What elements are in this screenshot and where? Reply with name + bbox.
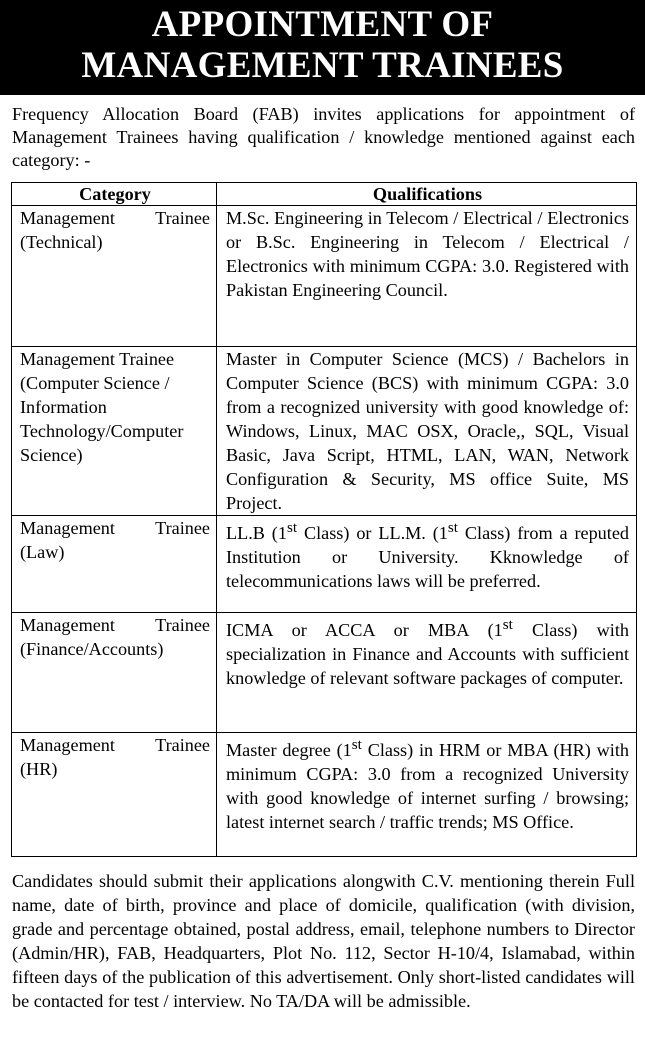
title-line-1: APPOINTMENT OF [151, 4, 494, 45]
table-row [12, 613, 637, 733]
qualifications-table [11, 182, 637, 857]
title-line-2: MANAGEMENT TRAINEES [81, 45, 564, 86]
ordinal-superscript: st [351, 736, 362, 753]
table-row [12, 206, 637, 347]
ordinal-superscript: st [286, 519, 298, 536]
qualifications-cell: ICMA or ACCA or MBA (1st Class) with specialization in Finance and Accounts with sufficient knowledge of relevant software packages of computer. [217, 613, 637, 733]
application-instructions: Candidates should submit their applications alongwith C.V. mentioning therein Full name, date of birth, province and place of domicile, qualification (with division, grade and percentage obtained, postal address, email, telephone numbers to Director (Admin/HR), FAB, Headquarters, Plot No. 112, Sector H-10/4, Islamabad, within fifteen days of the publication of this advertisement. Only short-listed candidates will be contacted for test / interview. No TA/DA will be admissible. [12, 871, 635, 1011]
intro-paragraph: Frequency Allocation Board (FAB) invites applications for appointment of Management Trainees having qualification / knowledge mentioned against each category: - [12, 104, 635, 170]
category-cell: Management Trainee (Computer Science / Information Technology/Computer Science) [12, 347, 217, 516]
category-cell: Management Trainee (HR) [12, 733, 217, 857]
table-row [12, 733, 637, 857]
page-title [0, 0, 645, 95]
table-row [12, 347, 637, 516]
qualifications-cell: Master degree (1st Class) in HRM or MBA (HR) with minimum CGPA: 3.0 from a recognized University with good knowledge of internet surfing / browsing; latest internet search / traffic trends; MS Office. [217, 733, 637, 857]
category-header: Category [12, 183, 217, 206]
qualifications-cell: LL.B (1st Class) or LL.M. (1st Class) from a reputed Institution or University. Kknowledge of telecommunications laws will be preferred. [217, 516, 637, 613]
qualifications-cell: Master in Computer Science (MCS) / Bachelors in Computer Science (BCS) with minimum CGPA: 3.0 from a recognized university with good knowledge of: Windows, Linux, MAC OSX, Oracle,, SQL, Visual Basic, Java Script, HTML, LAN, WAN, Network Configuration & Security, MS office Suite, MS Project. [217, 347, 637, 516]
table-header-row [12, 183, 637, 206]
category-cell: Management Trainee (Finance/Accounts) [12, 613, 217, 733]
category-cell: Management Trainee (Law) [12, 516, 217, 613]
ordinal-superscript: st [447, 519, 458, 536]
qualifications-header: Qualifications [217, 183, 637, 206]
table-row [12, 516, 637, 613]
qualifications-cell: M.Sc. Engineering in Telecom / Electrical / Electronics or B.Sc. Engineering in Telecom / Electrical / Electronics with minimum CGPA: 3.0. Registered with Pakistan Engineering Council. [217, 206, 637, 347]
ordinal-superscript: st [502, 616, 513, 633]
category-cell: Management Trainee (Technical) [12, 206, 217, 347]
